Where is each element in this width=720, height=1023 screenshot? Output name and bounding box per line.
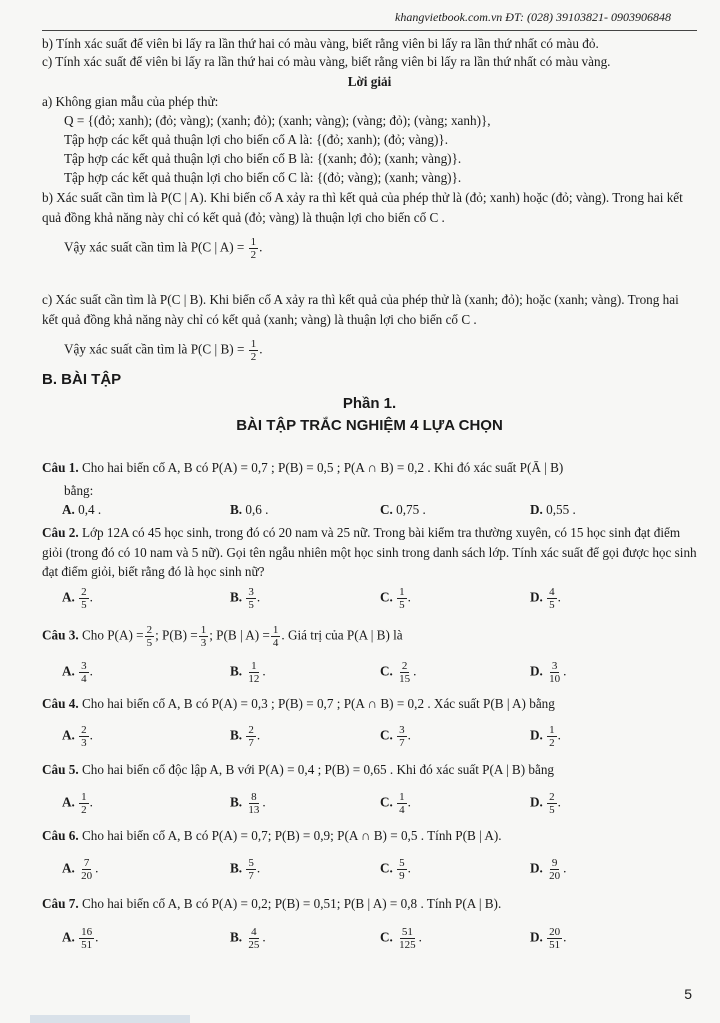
question-7: Câu 7. Cho hai biến cố A, B có P(A) = 0,2; P(B) = 0,51; P(B | A) = 0,8 . Tính P(A | B).	[42, 896, 502, 911]
fraction: $\frac{1}{5}$	[399, 586, 405, 611]
fraction: $\frac{2}{15}$	[399, 660, 411, 685]
question-1: Câu 1. Cho hai biến cố A, B có P(A) = 0,7 ; P(B) = 0,5 ; P(A ∩ B) = 0,2 . Khi đó xác suất P(Ā | B)	[42, 460, 564, 475]
question-6-options	[62, 857, 692, 897]
question-1-text2: bằng:	[64, 483, 94, 498]
fraction: $\frac{3}{10}$	[549, 660, 561, 685]
option-b[interactable]: B. $\frac{3}{5}$ .	[230, 586, 261, 611]
option-b[interactable]: B. $\frac{1}{12}$ .	[230, 660, 266, 685]
option-c[interactable]: C. $\frac{51}{125}$ .	[380, 926, 422, 951]
question-4-options	[62, 724, 692, 764]
solution-a3: Tập hợp các kết quả thuận lợi cho biến cố B là: {(xanh; đỏ); (xanh; vàng)}.	[64, 151, 462, 166]
fraction: $\frac{4}{25}$	[248, 926, 260, 951]
section-heading: B. BÀI TẬP	[42, 371, 122, 388]
question-7-options	[62, 926, 692, 966]
question-5: Câu 5. Cho hai biến cố độc lập A, B với P(A) = 0,4 ; P(B) = 0,65 . Khi đó xác suất P(A | B) bằng	[42, 762, 555, 777]
fraction: $\frac{8}{13}$	[248, 791, 260, 816]
option-a[interactable]: A. $\frac{16}{51}$ .	[62, 926, 99, 951]
option-d[interactable]: D. $\frac{2}{5}$ .	[530, 791, 561, 816]
fraction: $\frac{5}{9}$	[399, 857, 405, 882]
option-a[interactable]: A. $\frac{1}{2}$ .	[62, 791, 93, 816]
option-b[interactable]: B. $\frac{2}{7}$ .	[230, 724, 261, 749]
option-d[interactable]: D. 0,55 .	[530, 502, 576, 517]
page-number: 5	[684, 986, 692, 1002]
option-b[interactable]: B. $\frac{4}{25}$ .	[230, 926, 266, 951]
intro-b: b) Tính xác suất để viên bi lấy ra lần thứ hai có màu vàng, biết rằng viên bi lấy ra lần thứ nhất có màu đỏ.	[42, 36, 599, 51]
option-d[interactable]: D. $\frac{20}{51}$ .	[530, 926, 567, 951]
fraction: $\frac{51}{125}$	[399, 926, 416, 951]
option-b[interactable]: B. $\frac{5}{7}$ .	[230, 857, 261, 882]
solution-c2: Vậy xác suất cần tìm là P(C | B) = $\frac{1}{2}$ .	[64, 338, 263, 363]
solution-c2-text: Vậy xác suất cần tìm là P(C | B) =	[64, 341, 245, 357]
solution-b2-text: Vậy xác suất cần tìm là P(C | A) =	[64, 239, 245, 255]
option-d[interactable]: D. $\frac{1}{2}$ .	[530, 724, 561, 749]
option-a[interactable]: A. $\frac{3}{4}$ .	[62, 660, 93, 685]
fraction: $\frac{7}{20}$	[81, 857, 93, 882]
option-c[interactable]: C. $\frac{1}{5}$ .	[380, 586, 411, 611]
solution-title: Lời giải	[347, 74, 392, 89]
question-4: Câu 4. Cho hai biến cố A, B có P(A) = 0,3 ; P(B) = 0,7 ; P(A ∩ B) = 0,2 . Xác suất P(B | A) bằng	[42, 696, 555, 711]
part-heading: Phần 1.	[342, 395, 397, 412]
option-c[interactable]: C. 0,75 .	[380, 502, 426, 517]
solution-a1: Q = {(đỏ; xanh); (đỏ; vàng); (xanh; đỏ); (xanh; vàng); (vàng; đỏ); (vàng; xanh)},	[64, 113, 491, 128]
question-5-options	[62, 791, 692, 831]
option-c[interactable]: C. $\frac{1}{4}$ .	[380, 791, 411, 816]
fraction: $\frac{1}{4}$	[399, 791, 405, 816]
fraction: $\frac{20}{51}$	[549, 926, 561, 951]
fraction: $\frac{16}{51}$	[81, 926, 93, 951]
fraction: $\frac{9}{20}$	[549, 857, 561, 882]
option-a[interactable]: A. $\frac{2}{3}$ .	[62, 724, 93, 749]
fraction-half: $\frac{1}{2}$	[250, 338, 257, 363]
question-2: Câu 2. Lớp 12A có 45 học sinh, trong đó có 20 nam và 25 nữ. Trong bài kiểm tra thường xuyên, có 15 học sinh đạt điểm giỏi (trong đó có 10 nam và 5 nữ). Gọi tên ngẫu nhiên một học sinh trong danh sách lớp. Tính xác suất để gọi được học sinh đạt điểm giỏi, biết rằng đó là học sinh nữ?	[42, 525, 697, 580]
solution-a-head: a) Không gian mẫu của phép thử:	[42, 94, 219, 109]
header-rule	[42, 30, 697, 31]
option-c[interactable]: C. $\frac{2}{15}$ .	[380, 660, 417, 685]
solution-a4: Tập hợp các kết quả thuận lợi cho biến cố C là: {(đỏ; vàng); (xanh; vàng)}.	[64, 170, 462, 185]
option-b[interactable]: B. 0,6 .	[230, 502, 269, 517]
option-d[interactable]: D. $\frac{9}{20}$ .	[530, 857, 567, 882]
fraction: $\frac{1}{2}$	[549, 724, 555, 749]
option-d[interactable]: D. $\frac{3}{10}$ .	[530, 660, 567, 685]
question-3: Câu 3. Cho P(A) = $\frac{2}{5}$ ; P(B) = $\frac{1}{3}$ ; P(B | A) = $\frac{1}{4}$ . Giá trị của P(A | B) là	[42, 624, 403, 649]
page-header: khangvietbook.com.vn ĐT: (028) 39103821- 0903906848	[395, 10, 671, 24]
solution-b2: Vậy xác suất cần tìm là P(C | A) = $\frac{1}{2}$ .	[64, 236, 263, 261]
fraction: $\frac{5}{7}$	[248, 857, 254, 882]
fraction: $\frac{2}{7}$	[248, 724, 254, 749]
fraction: $\frac{3}{4}$	[81, 660, 87, 685]
fraction: $\frac{3}{7}$	[399, 724, 405, 749]
option-c[interactable]: C. $\frac{5}{9}$ .	[380, 857, 411, 882]
solution-c1: c) Xác suất cần tìm là P(C | B). Khi biến cố A xảy ra thì kết quả của phép thử là (xanh; đỏ); hoặc (xanh; vàng). Trong hai kết quả đồng khả năng này chỉ có kết quả (xanh; vàng) là thuận lợi cho biến cố C .	[42, 292, 679, 327]
scan-edge	[30, 1015, 190, 1023]
fraction: $\frac{3}{5}$	[248, 586, 254, 611]
fraction: $\frac{4}{5}$	[549, 586, 555, 611]
fraction: $\frac{2}{5}$	[81, 586, 87, 611]
option-d[interactable]: D. $\frac{4}{5}$ .	[530, 586, 561, 611]
option-a[interactable]: A. 0,4 .	[62, 502, 102, 517]
fraction-half: $\frac{1}{2}$	[250, 236, 257, 261]
fraction: $\frac{1}{12}$	[248, 660, 260, 685]
fraction: $\frac{1}{2}$	[81, 791, 87, 816]
option-c[interactable]: C. $\frac{3}{7}$ .	[380, 724, 411, 749]
question-2-options	[62, 586, 692, 626]
option-a[interactable]: A. $\frac{2}{5}$ .	[62, 586, 93, 611]
option-b[interactable]: B. $\frac{8}{13}$ .	[230, 791, 266, 816]
fraction: $\frac{2}{3}$	[81, 724, 87, 749]
solution-b1: b) Xác suất cần tìm là P(C | A). Khi biến cố A xảy ra thì kết quả của phép thử là (đỏ; xanh) hoặc (đỏ; vàng). Trong hai kết quả đồng khả năng này chỉ có kết quả (đỏ; vàng) là thuận lợi cho biến cố C .	[42, 190, 683, 225]
part-title: BÀI TẬP TRẮC NGHIỆM 4 LỰA CHỌN	[236, 417, 503, 434]
question-6: Câu 6. Cho hai biến cố A, B có P(A) = 0,7; P(B) = 0,9; P(A ∩ B) = 0,5 . Tính P(B | A).	[42, 828, 502, 843]
fraction: $\frac{2}{5}$	[549, 791, 555, 816]
option-a[interactable]: A. $\frac{7}{20}$ .	[62, 857, 99, 882]
solution-a2: Tập hợp các kết quả thuận lợi cho biến cố A là: {(đỏ; xanh); (đỏ; vàng)}.	[64, 132, 449, 147]
intro-c: c) Tính xác suất để viên bi lấy ra lần thứ hai có màu vàng, biết rằng viên bi lấy ra lần thứ nhất có màu vàng.	[42, 54, 611, 69]
